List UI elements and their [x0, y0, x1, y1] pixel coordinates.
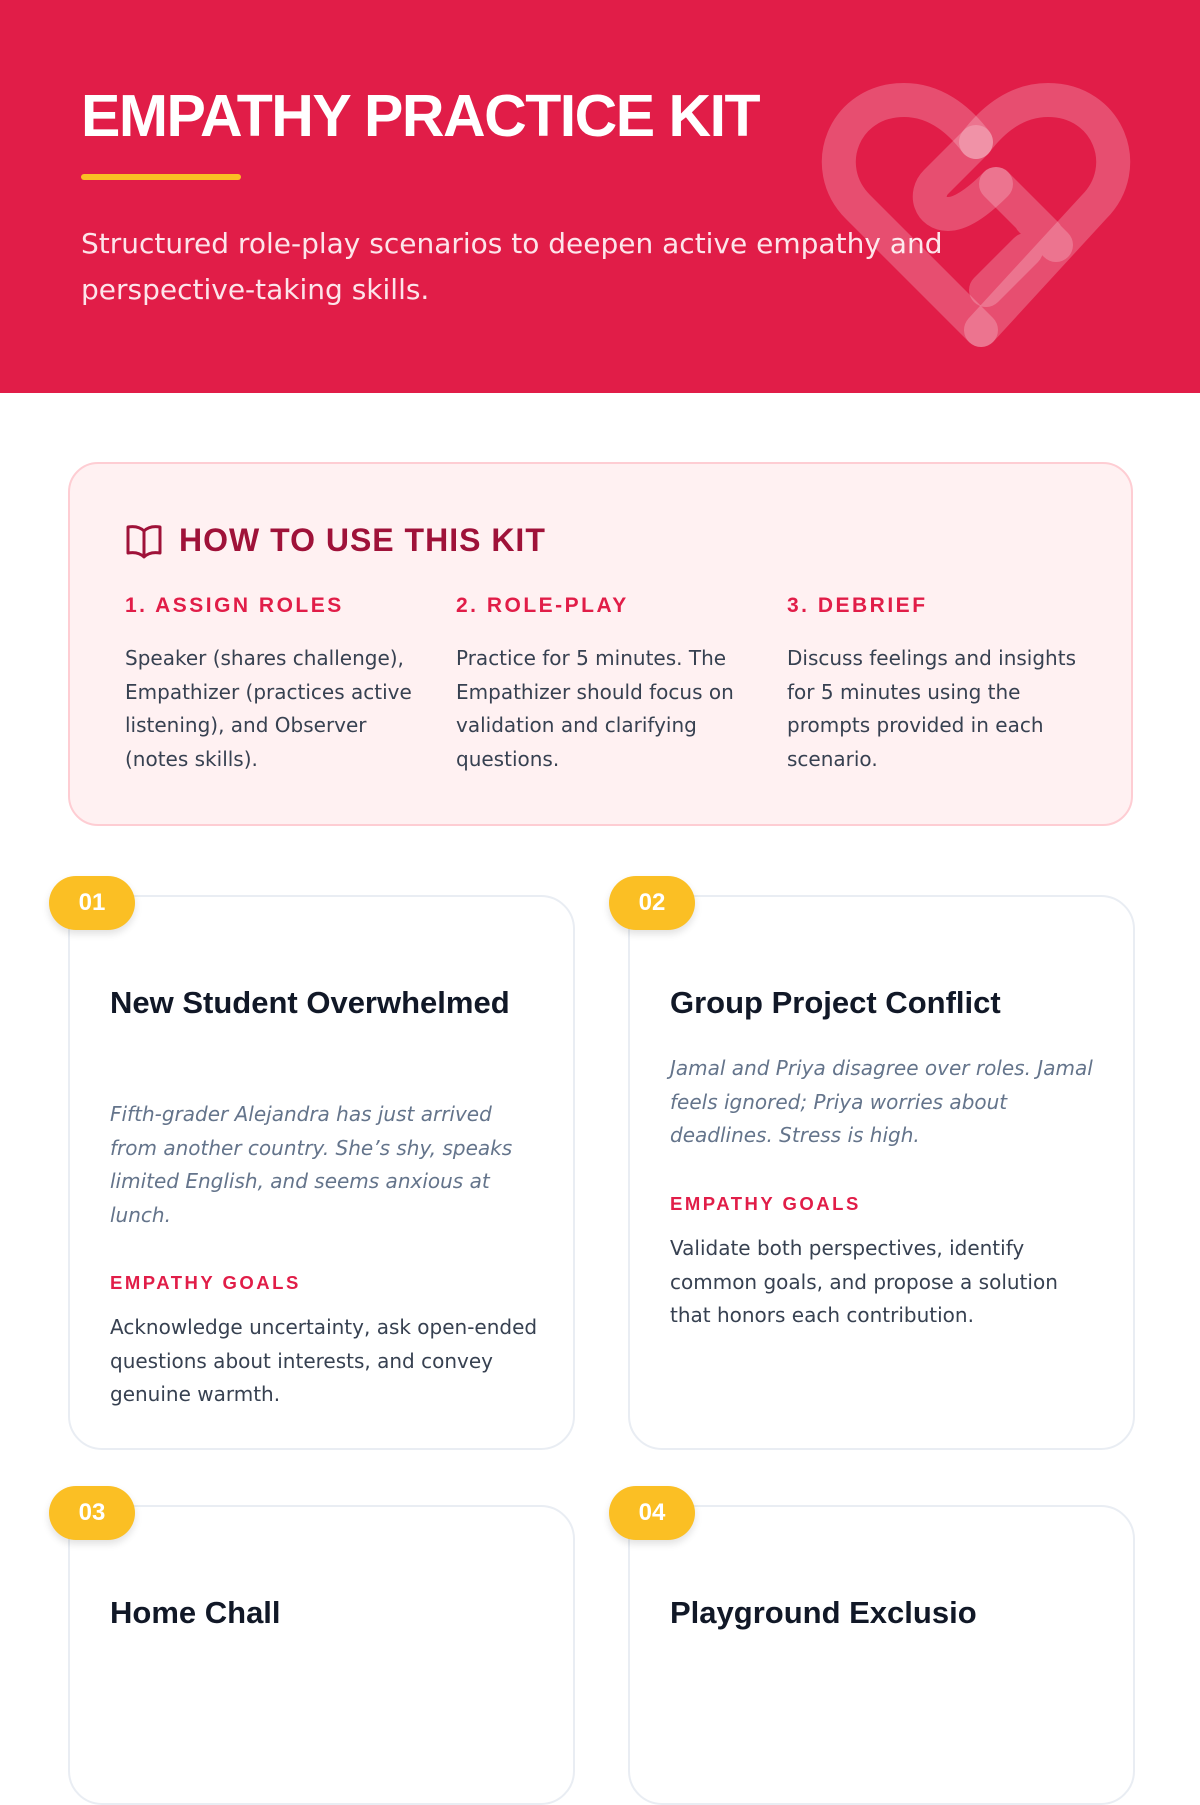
scenario-card: [68, 895, 575, 1450]
step-role-play: [456, 594, 756, 776]
scenario-title: Playground Exclusio: [670, 1595, 977, 1630]
scenario-number-badge: 04: [609, 1486, 695, 1540]
page-title: EMPATHY PRACTICE KIT: [81, 83, 760, 149]
scenario-number-badge: 02: [609, 876, 695, 930]
scenario-card: [628, 895, 1135, 1450]
scenario-title: New Student Overwhelmed: [110, 985, 510, 1020]
how-to-use-heading: [125, 522, 546, 559]
scenario-description: Fifth-grader Alejandra has just arrived from another country. She’s shy, speaks limited English, and seems anxious at lunch.: [110, 1102, 513, 1227]
step-debrief: [787, 594, 1087, 776]
empathy-goals-label: EMPATHY GOALS: [110, 1272, 301, 1293]
empathy-goals-label: EMPATHY GOALS: [670, 1193, 861, 1214]
scenario-card: [628, 1505, 1135, 1805]
scenario-number-badge: 03: [49, 1486, 135, 1540]
scenario-description: Jamal and Priya disagree over roles. Jamal feels ignored; Priya worries about deadlines. Stress is high.: [670, 1056, 1093, 1147]
page-subtitle: Structured role-play scenarios to deepen active empathy and perspective-taking skills.: [81, 227, 943, 306]
step-title: 2. ROLE-PLAY: [456, 594, 629, 617]
how-to-use-panel: [68, 462, 1133, 826]
hero-banner: [0, 0, 1200, 393]
open-book-icon: [125, 523, 163, 559]
how-to-use-title: HOW TO USE THIS KIT: [179, 522, 546, 558]
scenario-title: Home Chall: [110, 1595, 281, 1630]
scenario-title: Group Project Conflict: [670, 985, 1001, 1020]
step-assign-roles: [125, 594, 425, 776]
step-title: 3. DEBRIEF: [787, 594, 928, 617]
scenario-number-badge: 01: [49, 876, 135, 930]
step-text: Speaker (shares challenge), Empathizer (practices active listening), and Observer (notes skills).: [125, 646, 412, 771]
step-text: Practice for 5 minutes. The Empathizer should focus on validation and clarifying questions.: [456, 646, 734, 771]
step-text: Discuss feelings and insights for 5 minutes using the prompts provided in each scenario.: [787, 646, 1076, 771]
scenario-card: [68, 1505, 575, 1805]
step-title: 1. ASSIGN ROLES: [125, 594, 344, 617]
title-underline: [81, 174, 241, 180]
empathy-goals-text: Validate both perspectives, identify common goals, and propose a solution that honors each contribution.: [670, 1236, 1058, 1327]
empathy-goals-text: Acknowledge uncertainty, ask open-ended questions about interests, and convey genuine warmth.: [110, 1315, 538, 1406]
heart-handshake-icon: [826, 80, 1136, 360]
